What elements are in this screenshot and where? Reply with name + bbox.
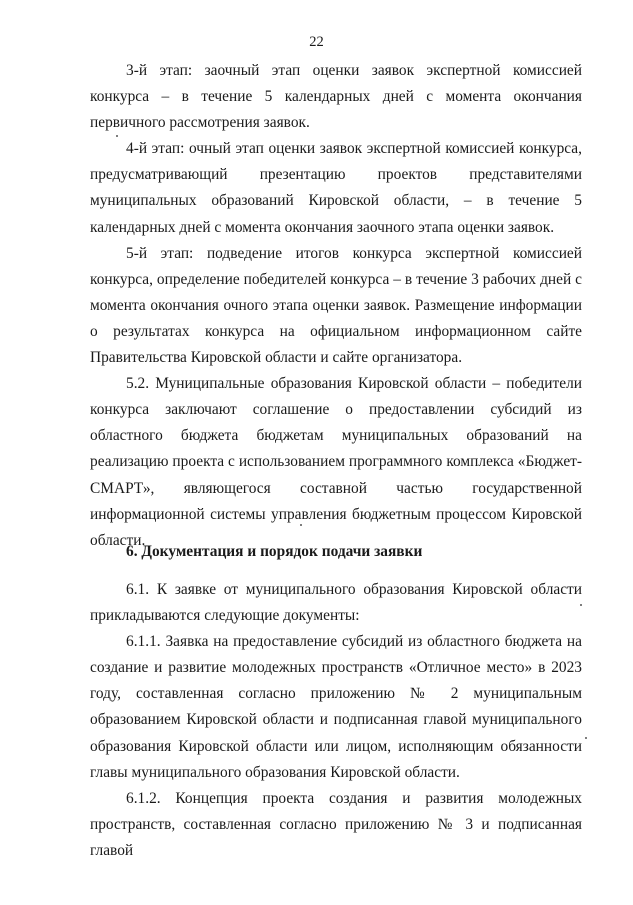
paragraph-5-2: 5.2. Муниципальные образования Кировской области – победители конкурса заключают соглашение о предоставлении субсидий из областного бюджета бюджетам муниципальных образований на реализацию проекта с использованием программного комплекса «Бюджет-СМАРТ», являющегося составной частью государственной информационной системы управления бюджетным процессом Кировской области. [90, 375, 582, 549]
scan-speck [116, 135, 118, 137]
scan-speck [580, 604, 582, 606]
paragraph-stage-4: 4-й этап: очный этап оценки заявок экспертной комиссией конкурса, предусматривающий презентацию проектов представителями муниципальных образований Кировской области, – в течение 5 календарных дней с момента окончания заочного этапа оценки заявок. [90, 140, 582, 236]
page-number: 22 [309, 34, 324, 50]
text-block-bottom [90, 577, 582, 864]
text-block-top [90, 58, 582, 554]
section-heading: 6. Документация и порядок подачи заявки [126, 543, 423, 560]
paragraph-6-1-1: 6.1.1. Заявка на предоставление субсидий из областного бюджета на создание и развитие молодежных пространств «Отличное место» в 2023 году, составленная согласно приложению № 2 муниципальным образованием Кировской области и подписанная главой муниципального образования Кировской области или лицом, исполняющим обязанности главы муниципального образования Кировской области. [90, 633, 582, 781]
paragraph-stage-3: 3-й этап: заочный этап оценки заявок экспертной комиссией конкурса – в течение 5 календарных дней с момента окончания первичного рассмотрения заявок. [90, 62, 582, 132]
paragraph-6-1-2: 6.1.2. Концепция проекта создания и развития молодежных пространств, составленная согласно приложению № 3 и подписанная главой [90, 789, 582, 859]
scan-speck [300, 524, 302, 526]
scan-speck [585, 737, 587, 739]
paragraph-stage-5: 5-й этап: подведение итогов конкурса экспертной комиссией конкурса, определение победителей конкурса – в течение 3 рабочих дней с момента окончания очного этапа оценки заявок. Размещение информации о результатах конкурса на официальном информационном сайте Правительства Кировской области и сайте организатора. [90, 244, 582, 367]
paragraph-6-1: 6.1. К заявке от муниципального образования Кировской области прикладываются следующие документы: [90, 581, 582, 625]
